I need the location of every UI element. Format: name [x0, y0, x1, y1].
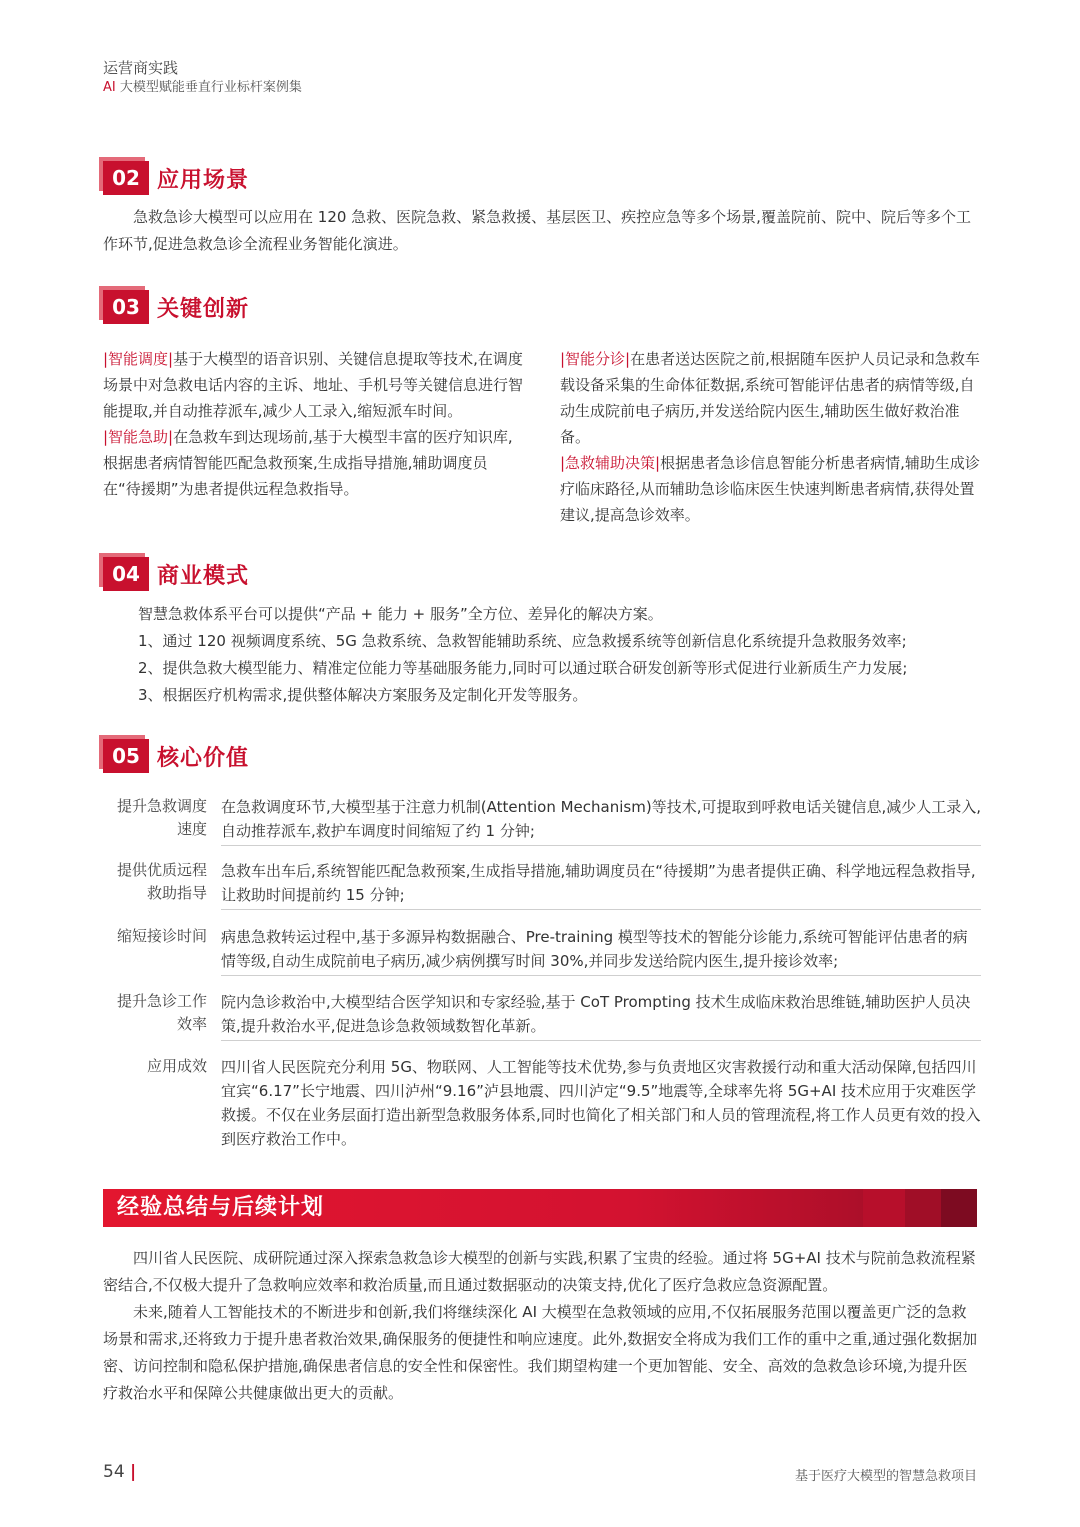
summary-paragraph-2: 未来,随着人工智能技术的不断进步和创新,我们将继续深化 AI 大模型在急救领域的应用,不仅拓展服务范围以覆盖更广泛的急救场景和需求,还将致力于提升患者救治效果,确保服务的便捷性和响应速度。此外,数据安全将成为我们工作的重中之重,通过强化数据加密、访问控制和隐私保护措施,确保患者信息的安全性和保密性。我们期望构建一个更加智能、安全、高效的急救急诊环境,为提升医疗救治水平和保障公共健康做出更大的贡献。: [103, 1303, 978, 1402]
value-text: 四川省人民医院充分利用 5G、物联网、人工智能等技术优势,参与负责地区灾害救援行动和重大活动保障,包括四川宜宾“6.17”长宁地震、四川泸州“9.16”泸县地震、四川泸定“9.5”地震等,全球率先将 5G+AI 技术应用于灾难医学救援。不仅在业务层面打造出新型急救服务体系,同时也简化了相关部门和人员的管理流程,将工作人员更有效的投入到医疗救治工作中。: [221, 1058, 981, 1148]
page-number: [103, 1462, 136, 1482]
business-model-list: [138, 601, 983, 709]
value-text: 院内急诊救治中,大模型结合医学知识和专家经验,基于 CoT Prompting 技术生成临床救治思维链,辅助医护人员决策,提升救治水平,促进急诊急救领域数智化革新。: [221, 990, 981, 1041]
summary-banner: [103, 1189, 977, 1227]
footer-title: 基于医疗大模型的智慧急救项目: [794, 1469, 977, 1484]
innovation-tag: |智能分诊|: [560, 350, 631, 368]
list-item: 2、提供急救大模型能力、精准定位能力等基础服务能力,同时可以通过联合研发创新等形式促进行业新质生产力发展;: [138, 659, 908, 677]
innovation-tag: |智能急助|: [103, 428, 174, 446]
value-label: 缩短接诊时间: [116, 927, 207, 945]
innovation-text: 在患者送达医院之前,根据随车医护人员记录和急救车载设备采集的生命体征数据,系统可智能评估患者的病情等级,自动生成院前电子病历,并发送给院内医生,辅助医生做好救治准备。: [560, 350, 980, 446]
value-text: 病患急救转运过程中,基于多源异构数据融合、Pre-training 模型等技术的智能分诊能力,系统可智能评估患者的病情等级,自动生成院前电子病历,减少病例撰写时间 30%,并同步发送给院内医生,提升接诊效率;: [221, 925, 981, 976]
section-03-heading: [103, 287, 249, 327]
value-label: 提供优质远程救助指导: [116, 861, 207, 902]
value-text: 在急救调度环节,大模型基于注意力机制(Attention Mechanism)等技术,可提取到呼救电话关键信息,减少人工录入,自动推荐派车,救护车调度时间缩短了约 1 分钟;: [221, 795, 981, 846]
innovation-right-column: [560, 346, 982, 528]
list-item: 3、根据医疗机构需求,提供整体解决方案服务及定制化开发等服务。: [138, 686, 588, 704]
section-04-title: 商业模式: [157, 563, 250, 589]
header-subtitle: 大模型赋能垂直行业标杆案例集: [115, 80, 302, 95]
innovation-item: [560, 450, 982, 528]
innovation-left-column: [103, 346, 525, 502]
section-03-number: 03: [103, 290, 149, 324]
summary-title: 经验总结与后续计划: [117, 1195, 325, 1220]
section-04-heading: [103, 554, 249, 594]
header-line1: 运营商实践: [103, 59, 179, 77]
innovation-tag: |急救辅助决策|: [560, 454, 661, 472]
value-text: 急救车出车后,系统智能匹配急救预案,生成指导措施,辅助调度员在“待援期”为患者提供正确、科学地远程急救指导,让救助时间提前约 15 分钟;: [221, 859, 981, 910]
section-05-number: 05: [103, 739, 149, 773]
banner-block: [863, 1189, 905, 1227]
innovation-item: [103, 346, 525, 424]
section-02-heading: [103, 158, 249, 198]
section-05-heading: [103, 736, 249, 776]
section-04-number: 04: [103, 557, 149, 591]
section-02-number: 02: [103, 161, 149, 195]
page-number-divider: |: [130, 1462, 137, 1482]
innovation-tag: |智能调度|: [103, 350, 174, 368]
innovation-text: 根据患者急诊信息智能分析患者病情,辅助生成诊疗临床路径,从而辅助急诊临床医生快速判断患者病情,获得处置建议,提高急诊效率。: [560, 454, 980, 524]
business-model-intro: 智慧急救体系平台可以提供“产品 + 能力 + 服务”全方位、差异化的解决方案。: [138, 605, 663, 623]
banner-block: [905, 1189, 941, 1227]
header-ai: AI: [103, 80, 116, 95]
value-label: 应用成效: [146, 1057, 207, 1075]
innovation-item: [103, 424, 525, 502]
summary-paragraph-1: 四川省人民医院、成研院通过深入探索急救急诊大模型的创新与实践,积累了宝贵的经验。通过将 5G+AI 技术与院前急救流程紧密结合,不仅极大提升了急救响应效率和救治质量,而且通过数据驱动的决策支持,优化了医疗急救应急资源配置。: [103, 1249, 976, 1294]
section-03-title: 关键创新: [157, 296, 250, 322]
section-05-title: 核心价值: [157, 745, 250, 771]
banner-block: [941, 1189, 977, 1227]
innovation-text: 在急救车到达现场前,基于大模型丰富的医疗知识库,根据患者病情智能匹配急救预案,生成指导措施,辅助调度员在“待援期”为患者提供远程急救指导。: [103, 428, 513, 498]
page-number-value: 54: [103, 1462, 125, 1482]
list-item: 1、通过 120 视频调度系统、5G 急救系统、急救智能辅助系统、应急救援系统等创新信息化系统提升急救服务效率;: [138, 632, 907, 650]
value-label: 提升急诊工作效率: [116, 992, 207, 1033]
innovation-item: [560, 346, 982, 450]
section-02-body: 急救急诊大模型可以应用在 120 急救、医院急救、紧急救援、基层医卫、疾控应急等多个场景,覆盖院前、院中、院后等多个工作环节,促进急救急诊全流程业务智能化演进。: [103, 208, 971, 253]
section-02-title: 应用场景: [157, 167, 250, 193]
value-label: 提升急救调度速度: [116, 797, 207, 838]
running-header: [103, 58, 302, 98]
innovation-text: 基于大模型的语音识别、关键信息提取等技术,在调度场景中对急救电话内容的主诉、地址、手机号等关键信息进行智能提取,并自动推荐派车,减少人工录入,缩短派车时间。: [103, 350, 524, 420]
header-line2: [103, 78, 302, 98]
